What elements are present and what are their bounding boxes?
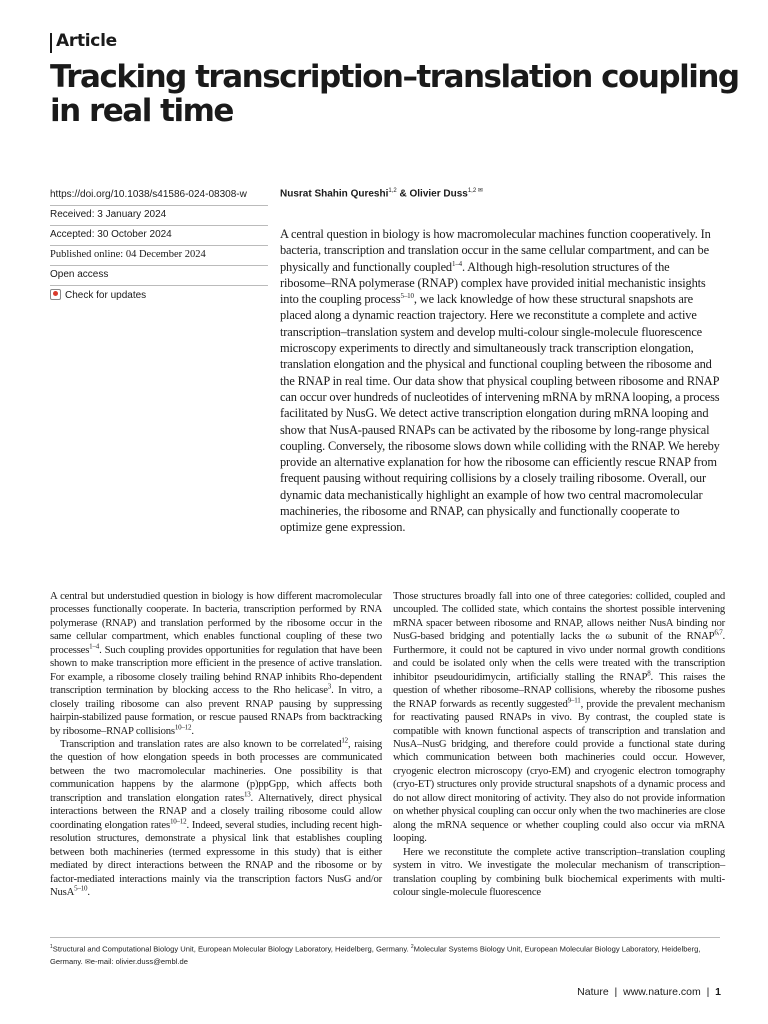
- journal-site-link[interactable]: www.nature.com: [623, 986, 701, 998]
- citation-ref[interactable]: 5–10: [400, 292, 414, 301]
- author-name[interactable]: Nusrat Shahin Qureshi: [280, 188, 389, 200]
- affiliation-text: Structural and Computational Biology Unit, European Molecular Biology Laboratory, Heidelberg, Germany.: [52, 944, 411, 954]
- footnote-divider: [50, 937, 720, 938]
- corresponding-email[interactable]: e-mail: olivier.duss@embl.de: [90, 956, 188, 966]
- body-paragraph: [393, 590, 725, 846]
- section-label: Article: [56, 31, 117, 51]
- citation-ref[interactable]: 6,7: [714, 628, 723, 637]
- page-number: 1: [715, 986, 721, 998]
- body-column-left: [50, 590, 382, 899]
- citation-ref[interactable]: 1–4: [89, 642, 100, 651]
- body-text: . Alternatively, direct physical interactions between the RNAP and a closely trailing ribosome could allow coordinating elongation rates: [50, 791, 382, 831]
- body-text: .: [191, 724, 194, 737]
- abstract-text: . Although high-resolution structures of the ribosome–RNA polymerase (RNAP) complex have provided initial mechanistic insights into the coupling process: [280, 259, 706, 307]
- body-text: . Indeed, several studies, including recent high-resolution structures, demonstrate a physical link that establishes coupling between both machineries (termed expressome in this study) that is either mediated by direct interactions between the RNAP and the ribosome or by factor-mediated interactions mainly via the transcription factors NusG and/or NusA: [50, 818, 382, 898]
- body-text: , raising the question of how elongation speeds in both processes are communicated between the two macromolecular machineries. One possibility is that communication happens by the alarmone (p)ppGpp, which affects both transcription and translation elongation rates: [50, 737, 382, 804]
- author-name[interactable]: Olivier Duss: [409, 188, 468, 200]
- author-affiliation: 1,2: [388, 188, 397, 194]
- journal-name: Nature: [577, 986, 609, 998]
- doi-link[interactable]: https://doi.org/10.1038/s41586-024-08308-w: [50, 186, 268, 206]
- body-paragraph: Here we reconstitute the complete active transcription–translation coupling system in vitro. We investigate the molecular mechanism of transcription–translation coupling by combining bulk biochemical experiments with multi-colour single-molecule fluorescence: [393, 845, 725, 898]
- author-list: [280, 187, 483, 199]
- accepted-date: Accepted: 30 October 2024: [50, 226, 268, 246]
- affiliation-number: 1: [50, 944, 53, 950]
- body-text: . Such coupling provides opportunities for regulation that have been shown to make transcription more efficient in the presence of active translation. For example, a ribosome closely trailing behind RNAP inhibits Rho-dependent transcription termination by blocking access to the Rho helicase: [50, 643, 382, 697]
- body-text: , provide the prevalent mechanism for reactivating paused RNAPs in vivo. By contrast, the coupled state is compatible with known functional aspects of transcription and translation and NusA–NusG bridging, and therefore could provide a functional state during which communication between both machineries could occur. However, cryogenic electron microscopy (cryo-EM) and cryogenic electron tomography (cryo-ET) structures only provide structural snapshots of a dynamic process and do not allow direct monitoring of activity. They also do not provide information on whether physical coupling can occur only when the two machineries are close along the mRNA sequence or whether coupling could also occur via mRNA looping.: [393, 697, 725, 845]
- author-affiliation: 1,2 ✉: [467, 188, 483, 194]
- check-updates-label: Check for updates: [65, 290, 147, 301]
- check-updates-link[interactable]: [50, 286, 268, 305]
- body-text: Transcription and translation rates are also known to be correlated: [60, 737, 342, 750]
- check-updates-icon: [50, 289, 61, 300]
- citation-ref[interactable]: 1–4: [451, 259, 463, 268]
- received-date: Received: 3 January 2024: [50, 206, 268, 226]
- footer-separator: |: [614, 986, 618, 998]
- citation-ref[interactable]: 8: [647, 669, 651, 678]
- body-paragraph: [50, 738, 382, 899]
- body-column-right: [393, 590, 725, 899]
- citation-ref[interactable]: 3: [327, 682, 332, 691]
- article-title: Tracking transcription–translation coupling in real time: [50, 59, 739, 129]
- body-text: . In vitro, a closely trailing ribosome can also prevent RNAP pausing by suppressing hairpin-stabilized pause formation, or rescue paused RNAPs from backtracking by ribosome–RNAP collisions: [50, 684, 383, 737]
- envelope-icon: ✉: [84, 958, 91, 966]
- body-text: . This raises the question of whether ribosome–RNAP collisions, whereby the ribosome pushes the RNAP forwards as recently suggested: [393, 670, 725, 710]
- citation-ref[interactable]: 10–12: [174, 722, 192, 731]
- citation-ref[interactable]: 13: [243, 790, 251, 799]
- open-access-label: Open access: [50, 266, 268, 286]
- article-metadata: [50, 186, 268, 305]
- citation-ref[interactable]: 10–12: [169, 817, 187, 826]
- abstract-text: , we lack knowledge of how these structural snapshots are placed along a dynamic reaction trajectory. Here we reconstitute a complete and active transcription–translation system and develop multi-colour single-molecule fluorescence microscopy experiments to directly and simultaneously track transcription elongation, translation elongation and the physical and functional coupling between the ribosome and the RNAP in real time. Our data show that physical coupling between ribosome and RNAP can occur over hundreds of nucleotides of intervening mRNA by mRNA looping, a process facilitated by NusG. We detect active transcription elongation during mRNA looping and show that NusA-paused RNAPs can be activated by the ribosome by long-range physical coupling. Conversely, the ribosome slows down while colliding with the RNAP. We hereby provide an alternative explanation for how the ribosome can efficiently rescue RNAP from frequent pausing without requiring collisions by a closely trailing ribosome. Overall, our dynamic data mechanistically highlight an example of how two central macromolecular machineries, the ribosome and RNAP, can physically and functionally cooperate to optimize gene expression.: [280, 292, 720, 535]
- abstract-text: A central question in biology is how macromolecular machines function cooperatively. In bacteria, transcription and translation occur in the same cellular compartment, and can be physically and functionally coupled: [280, 227, 711, 274]
- body-text: Those structures broadly fall into one of three categories: collided, coupled and uncoupled. The collided state, which contains the shortest possible intervening mRNA spacer between ribosome and RNAP, allows neither NusA binding nor NusG-based bridging and potentially lacks the ω subunit of the RNAP: [393, 590, 725, 643]
- published-date: Published online: 04 December 2024: [50, 246, 268, 266]
- affiliation-number: 2: [410, 944, 414, 950]
- body-text: .: [87, 885, 90, 898]
- affiliation-text: Molecular Systems Biology Unit, European Molecular Biology Laboratory, Heidelberg, Germany.: [50, 944, 701, 966]
- section-bar: [50, 33, 52, 53]
- affiliation-footnote: [50, 941, 720, 969]
- body-text: . Furthermore, it could not be captured in vivo under normal growth conditions and could be isolated only when the cells were treated with the transcription inhibitor pseudouridimycin, artificially stalling the RNAP: [393, 630, 725, 683]
- footer-separator: |: [706, 986, 710, 998]
- citation-ref[interactable]: 5–10: [74, 884, 88, 893]
- citation-ref[interactable]: 12: [341, 736, 348, 745]
- author-joiner: &: [396, 188, 410, 200]
- body-paragraph: [50, 590, 382, 738]
- body-text: A central but understudied question in biology is how different macromolecular processes functionally cooperate. In bacteria, transcription performed by RNA polymerase (RNAP) and translation performed by the ribosome occur in the same cellular compartment, which enables functional coupling of these two processes: [50, 590, 382, 656]
- abstract: [280, 226, 720, 536]
- citation-ref[interactable]: 9–11: [567, 696, 581, 705]
- page-footer: [577, 986, 721, 998]
